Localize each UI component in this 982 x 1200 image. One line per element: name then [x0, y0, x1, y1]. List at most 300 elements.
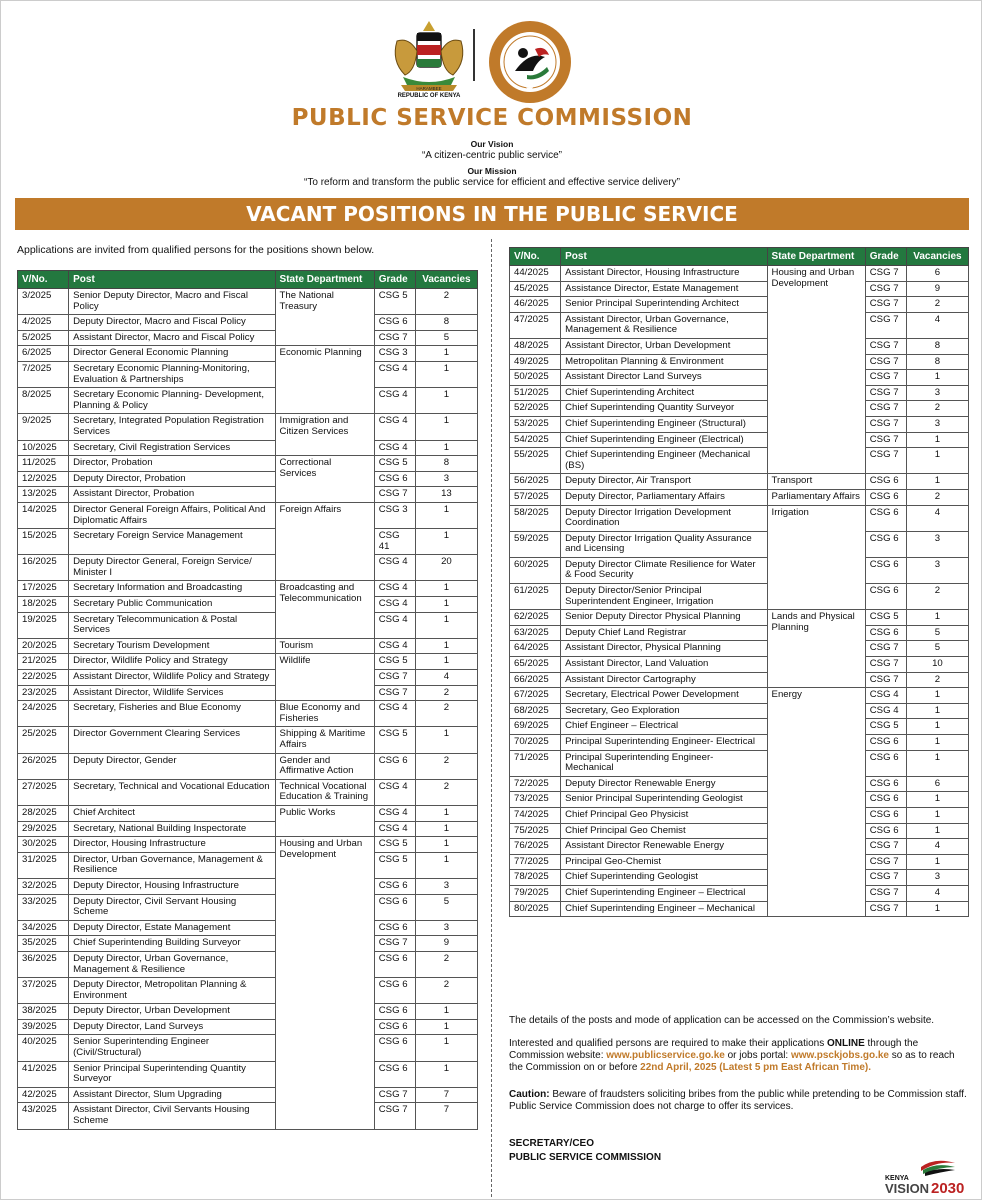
- cell-grade: CSG 6: [865, 823, 906, 839]
- cell-post: Deputy Director, Urban Governance, Management & Resilience: [69, 951, 275, 977]
- cell-grade: CSG 7: [865, 901, 906, 917]
- cell-grade: CSG 7: [865, 370, 906, 386]
- table-row: [18, 852, 478, 878]
- cell-vacancies: 3: [415, 878, 477, 894]
- cell-grade: CSG 4: [374, 612, 415, 638]
- cell-vacancies: 8: [415, 315, 477, 331]
- cell-grade: CSG 4: [374, 821, 415, 837]
- cell-grade: CSG 5: [374, 837, 415, 853]
- cell-grade: CSG 6: [374, 894, 415, 920]
- cell-post: Senior Superintending Engineer (Civil/Structural): [69, 1035, 275, 1061]
- table-row: [18, 388, 478, 414]
- cell-vno: 67/2025: [510, 688, 561, 704]
- cell-post: Principal Geo-Chemist: [561, 854, 767, 870]
- cell-vno: 48/2025: [510, 338, 561, 354]
- cell-vno: 20/2025: [18, 638, 69, 654]
- cell-grade: CSG 6: [865, 735, 906, 751]
- cell-vno: 23/2025: [18, 685, 69, 701]
- details-note: The details of the posts and mode of application can be accessed on the Commission’s website.: [509, 1015, 935, 1026]
- cell-vacancies: 1: [906, 610, 968, 626]
- cell-grade: CSG 6: [374, 753, 415, 779]
- svg-text:2030: 2030: [931, 1180, 965, 1195]
- cell-post: Secretary, Fisheries and Blue Economy: [69, 701, 275, 727]
- col-header-post: Post: [561, 248, 767, 266]
- col-header-dept: State Department: [275, 271, 374, 289]
- cell-grade: CSG 7: [865, 870, 906, 886]
- table-row: [510, 885, 969, 901]
- cell-vacancies: 2: [415, 951, 477, 977]
- cell-grade: CSG 7: [865, 839, 906, 855]
- table-row: [18, 1061, 478, 1087]
- cell-vno: 17/2025: [18, 581, 69, 597]
- table-row: [18, 529, 478, 555]
- cell-vacancies: 5: [415, 330, 477, 346]
- cell-vno: 27/2025: [18, 779, 69, 805]
- col-header-vno: V/No.: [18, 271, 69, 289]
- cell-vacancies: 1: [415, 1019, 477, 1035]
- cell-post: Chief Architect: [69, 805, 275, 821]
- cell-vacancies: 3: [415, 471, 477, 487]
- cell-state-department: Blue Economy and Fisheries: [275, 701, 374, 727]
- cell-state-department: Wildlife: [275, 654, 374, 701]
- cell-grade: CSG 4: [374, 581, 415, 597]
- table-row: [510, 854, 969, 870]
- table-row: [18, 471, 478, 487]
- col-header-dept: State Department: [767, 248, 865, 266]
- cell-grade: CSG 6: [865, 750, 906, 776]
- cell-vacancies: 1: [906, 823, 968, 839]
- cell-post: Deputy Director, Probation: [69, 471, 275, 487]
- table-row: [18, 330, 478, 346]
- cell-state-department: Foreign Affairs: [275, 502, 374, 581]
- cell-vno: 33/2025: [18, 894, 69, 920]
- cell-vno: 25/2025: [18, 727, 69, 753]
- cell-vacancies: 3: [415, 920, 477, 936]
- cell-vno: 56/2025: [510, 474, 561, 490]
- cell-vno: 51/2025: [510, 385, 561, 401]
- cell-vacancies: 3: [906, 557, 968, 583]
- cell-grade: CSG 6: [865, 776, 906, 792]
- cell-post: Chief Superintending Engineer – Mechanical: [561, 901, 767, 917]
- table-row: [510, 385, 969, 401]
- cell-vno: 4/2025: [18, 315, 69, 331]
- table-row: [18, 837, 478, 853]
- cell-vacancies: 3: [906, 531, 968, 557]
- table-row: [510, 531, 969, 557]
- cell-state-department: The National Treasury: [275, 289, 374, 346]
- cell-post: Assistance Director, Estate Management: [561, 281, 767, 297]
- cell-vacancies: 2: [906, 401, 968, 417]
- cell-post: Director, Wildlife Policy and Strategy: [69, 654, 275, 670]
- cell-post: Deputy Director/Senior Principal Superintendent Engineer, Irrigation: [561, 584, 767, 610]
- cell-post: Assistant Director, Urban Governance, Management & Resilience: [561, 312, 767, 338]
- table-body-right: [510, 266, 969, 917]
- table-row: [510, 750, 969, 776]
- cell-vno: 75/2025: [510, 823, 561, 839]
- cell-vno: 29/2025: [18, 821, 69, 837]
- cell-vacancies: 1: [906, 901, 968, 917]
- table-row: [18, 597, 478, 613]
- cell-grade: CSG 6: [374, 951, 415, 977]
- cell-post: Assistant Director, Urban Development: [561, 338, 767, 354]
- cell-vacancies: 1: [906, 735, 968, 751]
- cell-post: Assistant Director, Physical Planning: [561, 641, 767, 657]
- mission-text: “To reform and transform the public service for efficient and effective service delivery”: [304, 177, 680, 188]
- cell-vacancies: 1: [415, 727, 477, 753]
- cell-vacancies: 1: [415, 612, 477, 638]
- apply-text-2: through the Commission website:: [509, 1038, 919, 1061]
- table-row: [510, 416, 969, 432]
- cell-post: Chief Superintending Engineer (Electrical): [561, 432, 767, 448]
- cell-vno: 54/2025: [510, 432, 561, 448]
- table-row: [510, 807, 969, 823]
- table-row: [18, 612, 478, 638]
- cell-grade: CSG 6: [865, 531, 906, 557]
- kenya-coat-of-arms-icon: [387, 11, 471, 103]
- cell-post: Director General Foreign Affairs, Political And Diplomatic Affairs: [69, 502, 275, 528]
- cell-vacancies: 1: [415, 361, 477, 387]
- cell-post: Secretary Public Communication: [69, 597, 275, 613]
- deadline-text: 22nd April, 2025 (Latest 5 pm East African Time).: [640, 1061, 871, 1073]
- cell-vacancies: 1: [906, 474, 968, 490]
- cell-grade: CSG 5: [865, 719, 906, 735]
- cell-post: Metropolitan Planning & Environment: [561, 354, 767, 370]
- cell-vacancies: 1: [415, 805, 477, 821]
- intro-text: Applications are invited from qualified persons for the positions shown below.: [17, 244, 375, 256]
- cell-vno: 21/2025: [18, 654, 69, 670]
- logo-divider: [473, 29, 475, 81]
- cell-grade: CSG 6: [374, 1061, 415, 1087]
- cell-vno: 31/2025: [18, 852, 69, 878]
- cell-vacancies: 1: [906, 792, 968, 808]
- cell-state-department: Broadcasting and Telecommunication: [275, 581, 374, 638]
- table-row: [18, 920, 478, 936]
- cell-post: Assistant Director, Wildlife Services: [69, 685, 275, 701]
- table-row: [18, 821, 478, 837]
- cell-grade: CSG 4: [374, 361, 415, 387]
- cell-grade: CSG 6: [865, 807, 906, 823]
- table-row: [18, 361, 478, 387]
- apply-text-4: so as to reach the Commission on or before: [509, 1049, 955, 1073]
- cell-post: Deputy Chief Land Registrar: [561, 625, 767, 641]
- cell-post: Senior Principal Superintending Architect: [561, 297, 767, 313]
- table-row: [18, 779, 478, 805]
- cell-grade: CSG 7: [374, 670, 415, 686]
- cell-grade: CSG 7: [865, 338, 906, 354]
- cell-vacancies: 1: [415, 440, 477, 456]
- cell-vno: 69/2025: [510, 719, 561, 735]
- cell-vno: 47/2025: [510, 312, 561, 338]
- cell-vno: 15/2025: [18, 529, 69, 555]
- cell-grade: CSG 4: [374, 779, 415, 805]
- cell-vacancies: 1: [415, 1004, 477, 1020]
- vacancies-table-left: [17, 270, 478, 1130]
- cell-vno: 64/2025: [510, 641, 561, 657]
- cell-vacancies: 1: [415, 502, 477, 528]
- table-row: [510, 735, 969, 751]
- cell-post: Assistant Director, Slum Upgrading: [69, 1087, 275, 1103]
- cell-grade: CSG 5: [374, 852, 415, 878]
- cell-vacancies: 2: [415, 978, 477, 1004]
- cell-vno: 3/2025: [18, 289, 69, 315]
- table-row: [510, 354, 969, 370]
- cell-vno: 65/2025: [510, 657, 561, 673]
- svg-text:VISION: VISION: [885, 1181, 930, 1195]
- cell-vacancies: 5: [415, 894, 477, 920]
- table-row: [510, 776, 969, 792]
- table-header-row: [18, 271, 478, 289]
- header-logos: [387, 11, 587, 103]
- application-instructions: [509, 1038, 969, 1073]
- cell-post: Assistant Director, Macro and Fiscal Policy: [69, 330, 275, 346]
- cell-vacancies: 2: [906, 297, 968, 313]
- vision-heading: Our Vision: [470, 139, 514, 149]
- cell-post: Secretary Economic Planning- Development, Planning & Policy: [69, 388, 275, 414]
- cell-grade: CSG 7: [865, 281, 906, 297]
- table-row: [510, 370, 969, 386]
- vision-text: “A citizen-centric public service”: [421, 150, 563, 161]
- cell-vacancies: 3: [906, 870, 968, 886]
- cell-post: Secretary Economic Planning-Monitoring, Evaluation & Partnerships: [69, 361, 275, 387]
- cell-vacancies: 5: [906, 641, 968, 657]
- cell-grade: CSG 6: [374, 1019, 415, 1035]
- cell-post: Secretary, Technical and Vocational Education: [69, 779, 275, 805]
- cell-vacancies: 2: [415, 779, 477, 805]
- cell-vno: 24/2025: [18, 701, 69, 727]
- cell-vacancies: 1: [415, 597, 477, 613]
- cell-grade: CSG 7: [374, 487, 415, 503]
- table-row: [18, 951, 478, 977]
- cell-post: Chief Superintending Geologist: [561, 870, 767, 886]
- cell-grade: CSG 7: [865, 354, 906, 370]
- cell-grade: CSG 7: [865, 854, 906, 870]
- cell-post: Senior Deputy Director Physical Planning: [561, 610, 767, 626]
- cell-grade: CSG 4: [865, 688, 906, 704]
- cell-vacancies: 8: [906, 354, 968, 370]
- cell-vacancies: 2: [415, 701, 477, 727]
- cell-vno: 11/2025: [18, 456, 69, 472]
- cell-vno: 77/2025: [510, 854, 561, 870]
- cell-grade: CSG 7: [865, 641, 906, 657]
- cell-post: Chief Engineer – Electrical: [561, 719, 767, 735]
- cell-grade: CSG 7: [865, 885, 906, 901]
- cell-grade: CSG 7: [865, 672, 906, 688]
- cell-vno: 26/2025: [18, 753, 69, 779]
- cell-post: Assistant Director, Wildlife Policy and Strategy: [69, 670, 275, 686]
- cell-vacancies: 3: [906, 416, 968, 432]
- cell-post: Deputy Director, Metropolitan Planning & Environment: [69, 978, 275, 1004]
- cell-vacancies: 1: [415, 654, 477, 670]
- cell-grade: CSG 6: [865, 505, 906, 531]
- table-row: [510, 657, 969, 673]
- cell-post: Assistant Director, Housing Infrastructure: [561, 266, 767, 282]
- cell-vno: 62/2025: [510, 610, 561, 626]
- cell-post: Secretary Information and Broadcasting: [69, 581, 275, 597]
- table-row: [510, 719, 969, 735]
- cell-vno: 35/2025: [18, 936, 69, 952]
- apply-online: ONLINE: [826, 1038, 865, 1049]
- table-row: [18, 315, 478, 331]
- cell-vacancies: 7: [415, 1087, 477, 1103]
- table-row: [510, 474, 969, 490]
- cell-post: Deputy Director Climate Resilience for Water & Food Security: [561, 557, 767, 583]
- table-row: [18, 753, 478, 779]
- cell-grade: CSG 4: [374, 555, 415, 581]
- cell-grade: CSG 7: [865, 297, 906, 313]
- cell-post: Chief Principal Geo Physicist: [561, 807, 767, 823]
- cell-grade: CSG 7: [865, 416, 906, 432]
- cell-grade: CSG 4: [374, 440, 415, 456]
- cell-state-department: Correctional Services: [275, 456, 374, 503]
- cell-vno: 50/2025: [510, 370, 561, 386]
- cell-grade: CSG 4: [374, 597, 415, 613]
- cell-post: Chief Principal Geo Chemist: [561, 823, 767, 839]
- table-row: [510, 610, 969, 626]
- cell-post: Assistant Director, Probation: [69, 487, 275, 503]
- cell-grade: CSG 4: [374, 638, 415, 654]
- cell-vno: 8/2025: [18, 388, 69, 414]
- caution-label: Caution:: [509, 1089, 550, 1100]
- cell-vno: 80/2025: [510, 901, 561, 917]
- table-row: [18, 701, 478, 727]
- cell-vno: 70/2025: [510, 735, 561, 751]
- cell-grade: CSG 4: [374, 701, 415, 727]
- table-row: [18, 1035, 478, 1061]
- cell-vno: 18/2025: [18, 597, 69, 613]
- cell-vno: 22/2025: [18, 670, 69, 686]
- cell-vno: 79/2025: [510, 885, 561, 901]
- table-row: [510, 584, 969, 610]
- cell-state-department: Parliamentary Affairs: [767, 489, 865, 505]
- cell-grade: CSG 4: [374, 388, 415, 414]
- cell-post: Deputy Director, Estate Management: [69, 920, 275, 936]
- cell-vacancies: 2: [415, 753, 477, 779]
- cell-vno: 59/2025: [510, 531, 561, 557]
- table-row: [510, 641, 969, 657]
- table-row: [510, 312, 969, 338]
- cell-vacancies: 1: [415, 821, 477, 837]
- cell-vacancies: 4: [415, 670, 477, 686]
- cell-vacancies: 8: [415, 456, 477, 472]
- cell-vno: 63/2025: [510, 625, 561, 641]
- cell-post: Deputy Director, Civil Servant Housing Scheme: [69, 894, 275, 920]
- cell-grade: CSG 5: [865, 610, 906, 626]
- cell-vacancies: 1: [906, 688, 968, 704]
- page-title: PUBLIC SERVICE COMMISSION: [291, 105, 693, 131]
- cell-grade: CSG 3: [374, 502, 415, 528]
- cell-vno: 12/2025: [18, 471, 69, 487]
- table-row: [18, 805, 478, 821]
- svg-text:KENYA: KENYA: [885, 1175, 909, 1182]
- cell-vno: 76/2025: [510, 839, 561, 855]
- table-row: [18, 440, 478, 456]
- table-row: [18, 414, 478, 440]
- cell-vno: 49/2025: [510, 354, 561, 370]
- website-link[interactable]: www.publicservice.go.ke: [606, 1049, 725, 1061]
- table-row: [510, 505, 969, 531]
- cell-post: Director, Urban Governance, Management & Resilience: [69, 852, 275, 878]
- cell-grade: CSG 7: [865, 401, 906, 417]
- cell-vacancies: 9: [415, 936, 477, 952]
- jobs-portal-link[interactable]: www.psckjobs.go.ke: [790, 1049, 889, 1061]
- cell-post: Chief Superintending Engineer – Electrical: [561, 885, 767, 901]
- cell-grade: CSG 7: [865, 266, 906, 282]
- cell-grade: CSG 6: [865, 792, 906, 808]
- table-header-row: [510, 248, 969, 266]
- cell-vno: 60/2025: [510, 557, 561, 583]
- cell-vacancies: 1: [415, 581, 477, 597]
- cell-vacancies: 4: [906, 839, 968, 855]
- col-header-vacancies: Vacancies: [415, 271, 477, 289]
- cell-post: Deputy Director, Macro and Fiscal Policy: [69, 315, 275, 331]
- cell-vno: 52/2025: [510, 401, 561, 417]
- cell-grade: CSG 6: [865, 625, 906, 641]
- table-row: [18, 1004, 478, 1020]
- table-row: [18, 670, 478, 686]
- cell-post: Secretary, Civil Registration Services: [69, 440, 275, 456]
- cell-grade: CSG 6: [374, 471, 415, 487]
- cell-vno: 36/2025: [18, 951, 69, 977]
- cell-grade: CSG 41: [374, 529, 415, 555]
- cell-vno: 71/2025: [510, 750, 561, 776]
- cell-vacancies: 8: [906, 338, 968, 354]
- cell-post: Deputy Director, Urban Development: [69, 1004, 275, 1020]
- col-header-grade: Grade: [374, 271, 415, 289]
- cell-vacancies: 1: [906, 719, 968, 735]
- cell-state-department: Housing and Urban Development: [767, 266, 865, 474]
- cell-grade: CSG 6: [865, 489, 906, 505]
- cell-state-department: Economic Planning: [275, 346, 374, 414]
- svg-text:HARAMBEE: HARAMBEE: [416, 86, 442, 91]
- caution-note: [509, 1089, 969, 1113]
- cell-post: Deputy Director, Housing Infrastructure: [69, 878, 275, 894]
- table-row: [510, 338, 969, 354]
- cell-vno: 5/2025: [18, 330, 69, 346]
- table-row: [18, 936, 478, 952]
- cell-grade: CSG 3: [374, 346, 415, 362]
- cell-vacancies: 1: [415, 852, 477, 878]
- cell-vacancies: 2: [906, 584, 968, 610]
- cell-post: Senior Principal Superintending Quantity Surveyor: [69, 1061, 275, 1087]
- cell-grade: CSG 6: [374, 920, 415, 936]
- cell-post: Deputy Director, Air Transport: [561, 474, 767, 490]
- table-row: [18, 289, 478, 315]
- cell-vno: 44/2025: [510, 266, 561, 282]
- table-row: [510, 823, 969, 839]
- cell-vacancies: 13: [415, 487, 477, 503]
- cell-vacancies: 1: [415, 388, 477, 414]
- cell-vno: 78/2025: [510, 870, 561, 886]
- cell-post: Chief Superintending Building Surveyor: [69, 936, 275, 952]
- cell-post: Secretary, National Building Inspectorate: [69, 821, 275, 837]
- cell-vacancies: 1: [906, 703, 968, 719]
- cell-vacancies: 9: [906, 281, 968, 297]
- cell-vno: 42/2025: [18, 1087, 69, 1103]
- cell-vno: 38/2025: [18, 1004, 69, 1020]
- caution-text: Beware of fraudsters soliciting bribes from the public while pretending to be Commission staff. Public Service Commission does not charge to offer its services.: [509, 1089, 967, 1112]
- cell-vno: 7/2025: [18, 361, 69, 387]
- table-row: [18, 1019, 478, 1035]
- cell-grade: CSG 5: [374, 727, 415, 753]
- cell-vno: 9/2025: [18, 414, 69, 440]
- table-row: [510, 401, 969, 417]
- cell-vno: 40/2025: [18, 1035, 69, 1061]
- cell-vacancies: 2: [415, 289, 477, 315]
- kenya-vision-2030-logo-icon: [881, 1159, 971, 1195]
- cell-post: Secretary, Geo Exploration: [561, 703, 767, 719]
- table-row: [510, 688, 969, 704]
- cell-vacancies: 4: [906, 505, 968, 531]
